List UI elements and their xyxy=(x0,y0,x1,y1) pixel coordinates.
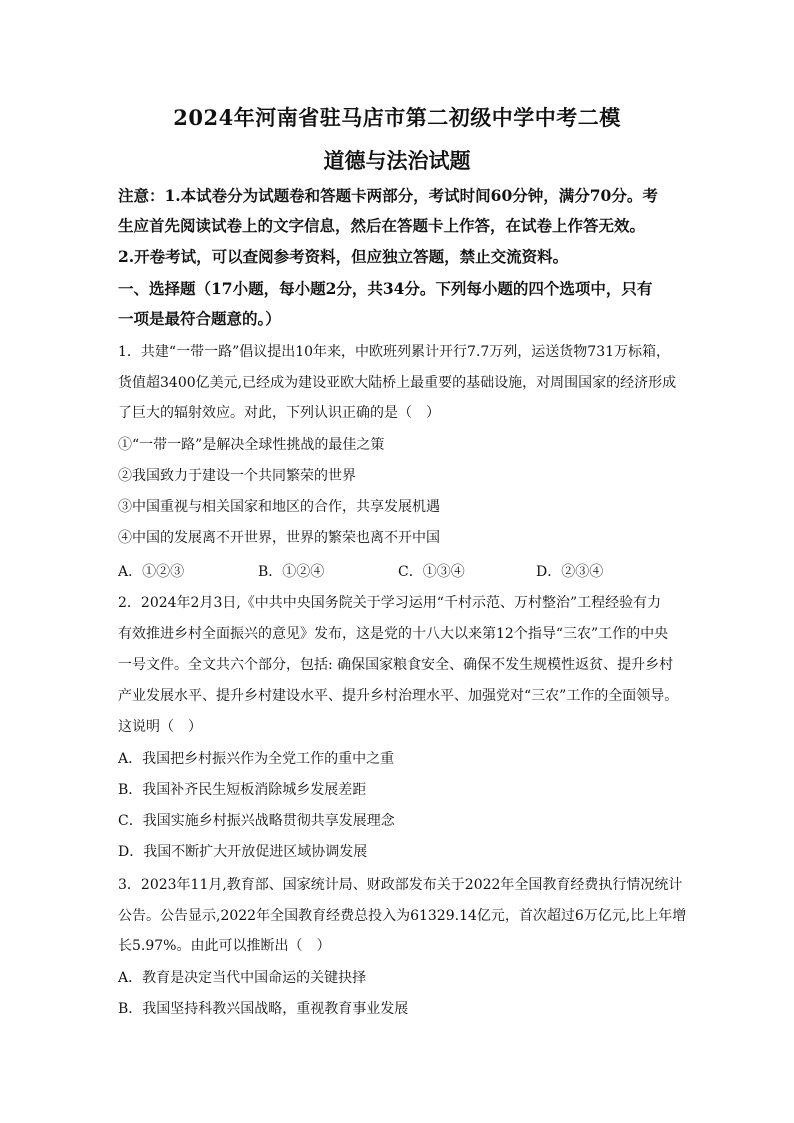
q2-stem-line: 这说明（ ） xyxy=(118,719,202,735)
q1-item: ④中国的发展离不开世界，世界的繁荣也离不开中国 xyxy=(118,530,440,546)
q2-stem-line: 有效推进乡村全面振兴的意见》发布，这是党的十八大以来第12个指导“三农”工作的中央 xyxy=(118,626,669,642)
notice-line: 生应首先阅读试卷上的文字信息，然后在答题卡上作答，在试卷上作答无效。 xyxy=(118,216,646,235)
section-heading: 一项是最符合题意的。） xyxy=(118,309,281,328)
q3-stem-line: 长5.97%。由此可以推断出（ ） xyxy=(118,938,331,954)
q2-stem-line: 产业发展水平、提升乡村建设水平、提升乡村治理水平、加强党对“三农”工作的全面领导。 xyxy=(118,688,679,704)
q3-stem-line: 3．2023年11月,教育部、国家统计局、财政部发布关于2022年全国教育经费执行情况统计 xyxy=(118,877,683,893)
notice-line: 注意：1.本试卷分为试题卷和答题卡两部分，考试时间60分钟，满分70分。考 xyxy=(118,186,658,205)
q2-stem-line: 2．2024年2月3日,《中共中央国务院关于学习运用“千村示范、万村整治”工程经验有力 xyxy=(118,595,662,611)
q1-option-a: A．①②③ xyxy=(118,564,185,580)
q1-option-c: C．①③④ xyxy=(398,564,465,580)
section-heading: 一、选择题（17小题，每小题2分，共34分。下列每小题的四个选项中，只有 xyxy=(118,279,653,298)
q3-option-a: A．教育是决定当代中国命运的关键抉择 xyxy=(118,970,367,986)
q2-stem-line: 一号文件。全文共六个部分，包括: 确保国家粮食安全、确保不发生规模性返贫、提升乡村 xyxy=(118,657,674,673)
q2-option-d: D．我国不断扩大开放促进区域协调发展 xyxy=(118,844,368,860)
q1-item: ③中国重视与相关国家和地区的合作，共享发展机遇 xyxy=(118,499,440,515)
q1-stem-line: 货值超3400亿美元,已经成为建设亚欧大陆桥上最重要的基础设施，对周围国家的经济形成 xyxy=(118,375,677,391)
q1-stem-line: 1．共建“一带一路”倡议提出10年来，中欧班列累计开行7.7万列，运送货物731万标箱， xyxy=(118,344,671,360)
exam-title: 2024年河南省驻马店市第二初级中学中考二模 xyxy=(173,105,621,130)
q3-option-b: B．我国坚持科教兴国战略，重视教育事业发展 xyxy=(118,1001,409,1017)
q2-option-c: C．我国实施乡村振兴战略贯彻共享发展理念 xyxy=(118,813,395,829)
q2-option-a: A．我国把乡村振兴作为全党工作的重中之重 xyxy=(118,751,395,767)
q1-option-b: B．①②④ xyxy=(258,564,325,580)
q2-option-b: B．我国补齐民生短板消除城乡发展差距 xyxy=(118,782,367,798)
q1-stem-line: 了巨大的辐射效应。对此，下列认识正确的是（ ） xyxy=(118,405,440,421)
q1-option-d: D．②③④ xyxy=(536,564,604,580)
q1-item: ②我国致力于建设一个共同繁荣的世界 xyxy=(118,468,356,484)
notice-line: 2.开卷考试，可以查阅参考资料，但应独立答题，禁止交流资料。 xyxy=(118,247,569,266)
q3-stem-line: 公告。公告显示,2022年全国教育经费总投入为61329.14亿元，首次超过6万亿元,比上年增 xyxy=(118,908,687,924)
exam-subtitle: 道德与法治试题 xyxy=(323,148,471,173)
q1-item: ①“一带一路”是解决全球性挑战的最佳之策 xyxy=(118,437,385,453)
